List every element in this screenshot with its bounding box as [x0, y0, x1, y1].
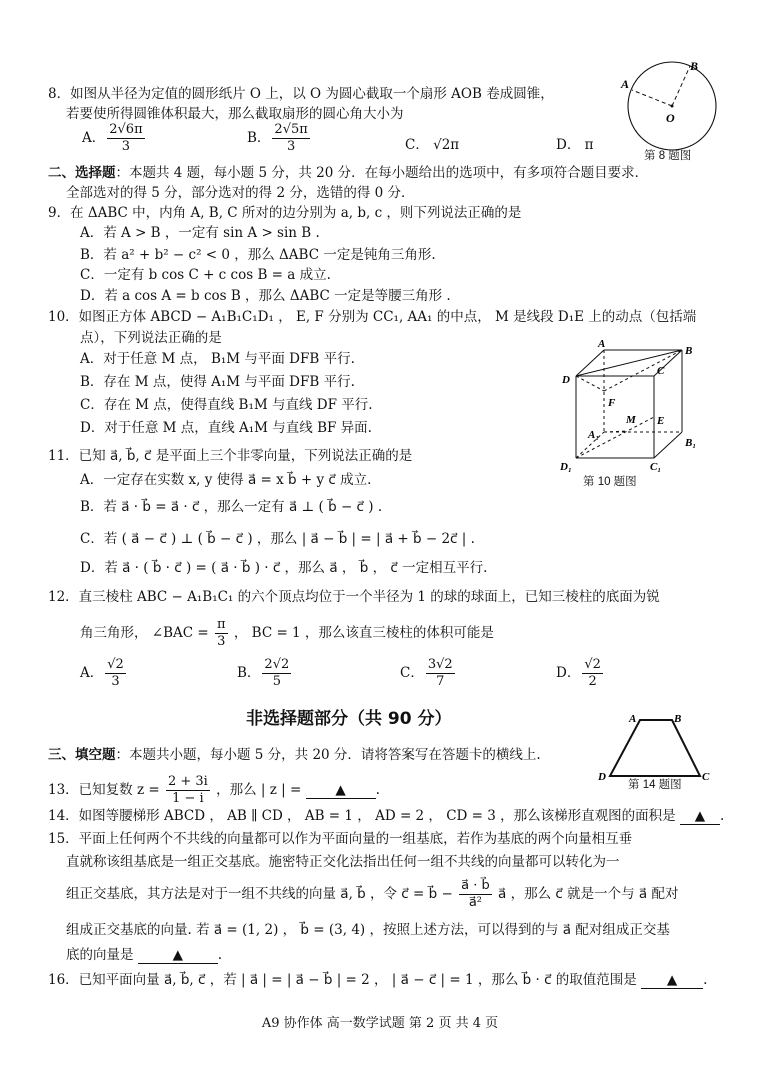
q13-post: ，那么 | z | = [216, 782, 302, 798]
q14-text: 14．如图等腰梯形 ABCD ， AB ∥ CD ， AB = 1 ， AD = 2 ， CD = 3 ，那么该梯形直观图的面积是 [48, 808, 676, 824]
q15-answer-blank [138, 947, 218, 964]
section3-text: ：本题共小题，每小题 5 分，共 20 分．请将答案写在答题卡的横线上. [115, 747, 541, 763]
q12-option-c-fraction [426, 657, 455, 690]
q12-option-d [556, 657, 605, 690]
q12-option-b [237, 657, 293, 690]
q10-label-c: C [657, 365, 665, 377]
q15-line1: 15．平面上任何两个不共线的向量都可以作为平面向量的一组基底，若作为基底的两个向量相互垂 [48, 831, 633, 847]
q14-line: 14．如图等腰梯形 ABCD ， AB ∥ CD ， AB = 1 ， AD = 2 ， CD = 3 ，那么该梯形直观图的面积是 ▲ . [48, 808, 725, 824]
q9-option-b: B．若 a² + b² − c² < 0 ，那么 ΔABC 一定是钝角三角形. [80, 247, 436, 263]
q14-blank-marker: ▲ [694, 808, 706, 824]
q14-label-d: D [598, 771, 606, 782]
q16-answer-blank [641, 972, 703, 989]
q12-option-a-label: A． [80, 665, 104, 681]
q15-denominator: a⃗² [468, 895, 482, 910]
section2-text1: ：本题共 4 题，每小题 5 分，共 20 分．在每小题给出的选项中，有多项符合题目要求． [115, 165, 649, 181]
q8-option-a [82, 122, 147, 155]
q8-option-c: C． √2π [405, 137, 460, 153]
q12-option-a-fraction [105, 657, 126, 690]
q10-label-f: F [608, 397, 616, 409]
q8-option-b [247, 122, 312, 155]
q12-line2-pre: 角三角形， ∠BAC = [80, 625, 209, 641]
q8-line2: 若要使所得圆锥体积最大，那么截取扇形的圆心角大小为 [66, 106, 404, 122]
q16-line: 16．已知平面向量 a⃗, b⃗, c⃗ ，若 | a⃗ | = | a⃗ − b⃗ | = 2 ， | a⃗ − c⃗ | = 1 ，那么 b⃗ · c⃗ 的取值范围是 ▲ . [48, 972, 708, 988]
q15-line2: 直就称该组基底是一组正交基底。施密特正交化法指出任何一组不共线的向量都可以转化为一 [66, 854, 620, 870]
q12-option-c [400, 657, 457, 690]
q12-option-b-denominator: 5 [272, 674, 281, 689]
q15-line4: 组成正交基底的向量. 若 a⃗ = (1, 2) ， b⃗ = (3, 4) ，按照上述方法，可以得到的与 a⃗ 配对组成正交基 [66, 922, 670, 938]
q14-fig-caption: 第 14 题图 [628, 779, 682, 791]
q15-line3-pre: 组正交基底，其方法是对于一组不共线的向量 a⃗, b⃗ ，令 c⃗ = b⃗ − [66, 886, 453, 902]
q8-label-a: A [621, 77, 630, 91]
q8-radius-ob [672, 66, 690, 106]
q10-segment-df [576, 376, 604, 391]
q13-answer-blank [306, 782, 376, 799]
q10-label-b: B [685, 345, 693, 357]
q9-option-c: C．一定有 b cos C + c cos B = a 成立. [80, 267, 331, 283]
q12-option-c-label: C． [400, 665, 424, 681]
q10-option-c: C．存在 M 点，使得直线 B₁M 与直线 DF 平行. [80, 397, 373, 413]
q11-option-c: C．若 ( a⃗ − c⃗ ) ⊥ ( b⃗ − c⃗ ) ，那么 | a⃗ − b⃗ | = | a⃗ + b⃗ − 2c⃗ | . [80, 531, 475, 547]
page-footer: A9 协作体 高一数学试题 第 2 页 共 4 页 [261, 1016, 499, 1031]
q14-label-b: B [674, 713, 682, 725]
section3-line [48, 745, 541, 765]
q13-fraction [166, 774, 210, 807]
section2-text2: 全部选对的得 5 分，部分选对的得 2 分，选错的得 0 分． [66, 185, 415, 201]
q11-option-a: A．一定存在实数 x, y 使得 a⃗ = x b⃗ + y c⃗ 成立. [80, 472, 372, 488]
q10-label-a: A [598, 338, 606, 350]
q10-option-d: D．对于任意 M 点，直线 A₁M 与直线 BF 异面. [80, 420, 372, 436]
q10-edge-c1b1 [654, 432, 682, 458]
q9-option-a: A．若 A > B ，一定有 sin A > sin B . [80, 225, 320, 241]
q8-option-a-denominator: 3 [121, 139, 131, 154]
q10-segment-db [576, 350, 682, 376]
q10-option-b: B．存在 M 点，使得 A₁M 与平面 DFB 平行. [80, 374, 355, 390]
q10-fig-caption: 第 10 题图 [583, 476, 637, 488]
q8-figure [618, 58, 730, 158]
q8-option-b-fraction [272, 122, 309, 155]
q12-angle-denominator: 3 [217, 634, 226, 649]
q10-figure [558, 338, 708, 473]
q12-option-a [80, 657, 128, 690]
q12-option-d-label: D． [556, 665, 581, 681]
q12-option-c-denominator: 7 [436, 674, 445, 689]
q10-label-e: E [657, 415, 665, 427]
q15-numerator: a⃗ · b⃗ [461, 878, 490, 893]
q10-segment-fb [604, 350, 682, 391]
q11-option-b: B．若 a⃗ · b⃗ = a⃗ · c⃗ ，那么一定有 a⃗ ⊥ ( b⃗ − c⃗ ) . [80, 499, 383, 515]
q10-label-a1: A₁ [588, 429, 600, 441]
q11-option-d: D．若 a⃗ · ( b⃗ · c⃗ ) = ( a⃗ · b⃗ ) · c⃗ ，那么 a⃗ ， b⃗ ， c⃗ 一定相互平行. [80, 560, 488, 576]
q15-line3-post: a⃗ ，那么 c⃗ 就是一个与 a⃗ 配对 [498, 886, 679, 902]
q12-option-d-numerator: √2 [584, 657, 601, 672]
q12-option-b-label: B． [237, 665, 261, 681]
q10-line2: 点），下列说法正确的是 [80, 330, 222, 346]
q14-trapezoid [610, 720, 700, 776]
q13-denominator: 1 − i [172, 791, 204, 806]
q12-line2 [80, 617, 494, 650]
q8-option-a-label: A． [82, 130, 106, 146]
q12-line1: 12．直三棱柱 ABC − A₁B₁C₁ 的六个顶点均位于一个半径为 1 的球的球面上，已知三棱柱的底面为锐 [48, 589, 660, 605]
q14-figure [596, 710, 716, 782]
q12-option-b-numerator: 2√2 [264, 657, 290, 672]
part2-title: 非选择题部分（共 90 分） [246, 709, 452, 729]
q13-pre: 13．已知复数 z = [48, 782, 160, 798]
q8-fig-caption: 第 8 题图 [644, 150, 692, 162]
q15-blank-marker: ▲ [172, 947, 183, 963]
q13-numerator: 2 + 3i [167, 774, 208, 789]
q10-label-d: D [562, 374, 570, 386]
q10-option-a: A．对于任意 M 点， B₁M 与平面 DFB 平行. [80, 351, 355, 367]
q8-option-d: D． π [556, 137, 594, 153]
section3-title: 三、填空题 [48, 747, 116, 763]
q10-label-m: M [626, 414, 636, 426]
q9-option-d: D．若 a cos A = b cos B ，那么 ΔABC 一定是等腰三角形 . [80, 288, 451, 304]
q8-radius-oa [632, 90, 672, 106]
q8-label-b: B [690, 59, 699, 73]
q13-blank-marker: ▲ [335, 782, 346, 798]
q8-option-a-fraction [107, 122, 144, 155]
q12-angle-fraction [215, 617, 228, 650]
q8-label-o: O [666, 111, 675, 125]
q8-option-a-numerator: 2√6π [109, 122, 143, 137]
q16-text: 16．已知平面向量 a⃗, b⃗, c⃗ ，若 | a⃗ | = | a⃗ − b⃗ | = 2 ， | a⃗ − c⃗ | = 1 ，那么 b⃗ · c⃗ 的取值范围是 [48, 972, 637, 988]
q10-label-c1: C₁ [650, 461, 662, 473]
q10-label-b1: B₁ [685, 437, 697, 449]
q12-option-c-numerator: 3√2 [427, 657, 453, 672]
q8-line1: 8．如图从半径为定值的圆形纸片 O 上，以 O 为圆心截取一个扇形 AOB 卷成圆锥， [48, 86, 554, 102]
q12-option-d-fraction [582, 657, 603, 690]
q8-option-b-denominator: 3 [286, 139, 296, 154]
section2-line1 [48, 163, 648, 183]
q11-stem: 11．已知 a⃗, b⃗, c⃗ 是平面上三个非零向量，下列说法正确的是 [48, 448, 413, 464]
q10-label-d1: D₁ [560, 461, 572, 473]
q14-label-c: C [702, 771, 710, 782]
q12-option-d-denominator: 2 [588, 674, 597, 689]
q14-label-a: A [629, 713, 637, 725]
q12-option-a-denominator: 3 [111, 674, 120, 689]
q10-line1: 10．如图正方体 ABCD − A₁B₁C₁D₁ ， E, F 分别为 CC₁, AA₁ 的中点， M 是线段 D₁E 上的动点（包括端 [48, 309, 697, 325]
q15-line5: 底的向量是 ▲ . [66, 947, 223, 963]
q16-blank-marker: ▲ [666, 972, 678, 988]
q14-answer-blank [680, 808, 720, 825]
q9-stem: 9．在 ΔABC 中，内角 A, B, C 所对的边分别为 a, b, c ，则下列说法正确的是 [48, 205, 522, 221]
q12-option-b-fraction [262, 657, 291, 690]
q12-option-a-numerator: √2 [107, 657, 124, 672]
q12-angle-numerator: π [217, 617, 226, 632]
q13-line: 13．已知复数 z = $\frac{2 + 3i}{1 - i}$ ，那么 | z | = ▲ . [48, 774, 380, 806]
q8-center-dot [671, 105, 674, 108]
q8-option-b-label: B． [247, 130, 271, 146]
q15-line5-text: 底的向量是 [66, 947, 134, 963]
q12-line2-post: ， BC = 1 ，那么该直三棱柱的体积可能是 [233, 625, 494, 641]
section2-title: 二、选择题 [48, 165, 116, 181]
q15-line3 [66, 878, 678, 911]
q8-option-b-numerator: 2√5π [274, 122, 308, 137]
q15-fraction [459, 878, 492, 911]
